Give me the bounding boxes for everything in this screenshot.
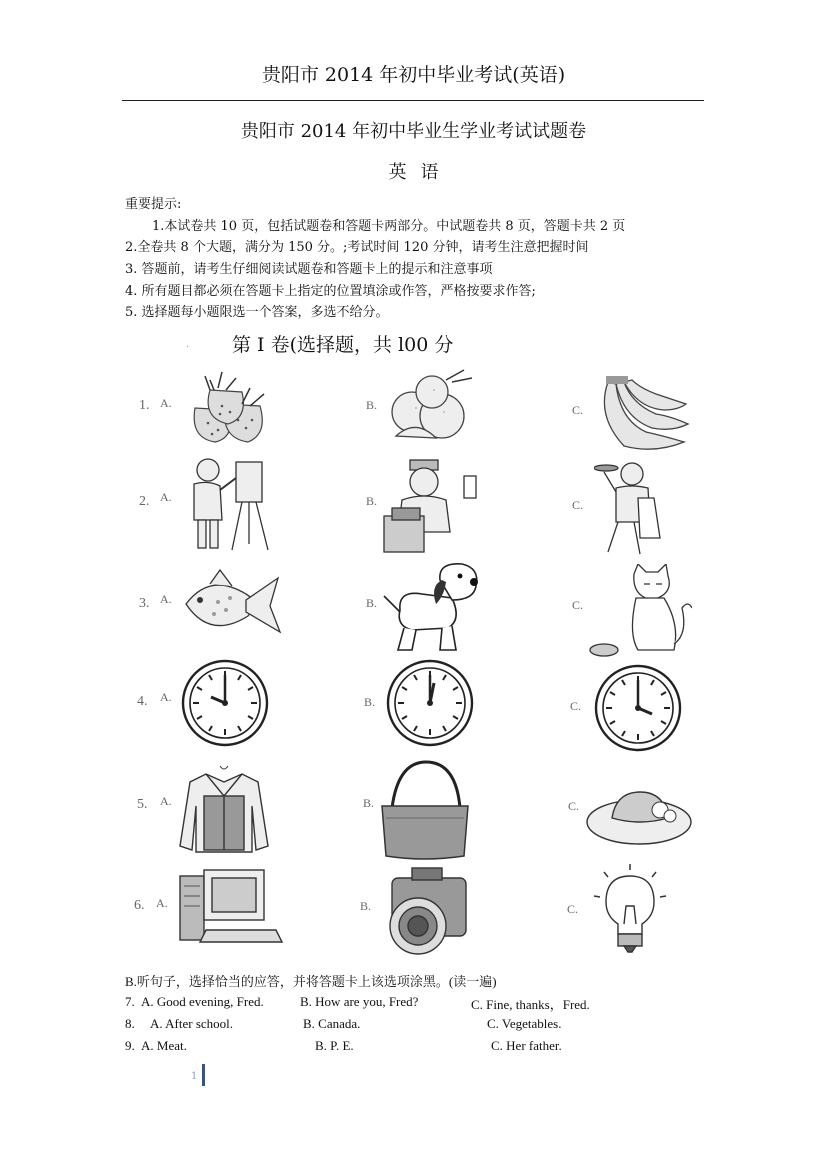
option-label: B. — [366, 398, 378, 412]
answer-option-a: A. After school. — [150, 1016, 234, 1031]
light-bulb-icon — [590, 862, 670, 954]
clock-icon — [386, 659, 474, 747]
painter-icon — [186, 454, 278, 554]
clock-icon — [181, 659, 269, 747]
hat-icon — [584, 782, 694, 848]
option-label: C. — [567, 902, 579, 916]
option-label: C. — [572, 498, 584, 512]
jacket-icon — [176, 766, 272, 856]
option-label: C. — [572, 403, 584, 417]
notice-item: 5. 选择题每小题限选一个答案，多选不给分。 — [125, 305, 389, 320]
document-title: 贵阳市 2014 年初中毕业生学业考试试题卷 — [240, 121, 587, 142]
answer-option-b: B. How are you, Fred? — [300, 994, 419, 1009]
notice-item: 3. 答题前，请考生仔细阅读试题卷和答题卡上的提示和注意事项 — [125, 262, 493, 277]
header-divider — [122, 100, 704, 101]
option-label: A. — [156, 896, 168, 910]
option-label: A. — [160, 794, 172, 808]
option-label: B. — [360, 899, 372, 913]
decorative-dot: . — [186, 339, 190, 350]
waiter-icon — [594, 458, 670, 558]
answer-option-a: A. Good evening, Fred. — [141, 994, 264, 1009]
option-label: A. — [160, 592, 172, 606]
cashier-icon — [380, 456, 482, 556]
option-label: C. — [570, 699, 582, 713]
question-number: 2. — [139, 494, 150, 509]
option-label: B. — [364, 695, 376, 709]
question-number: 4. — [137, 694, 148, 709]
handbag-icon — [378, 758, 472, 862]
strawberries-icon — [180, 368, 280, 446]
answer-option-c: C. Fine, thanks，Fred. — [471, 997, 590, 1012]
question-number: 8. — [125, 1016, 135, 1031]
part-b-instruction: B.听句子，选择恰当的应答，并将答题卡上该选项涂黑。(读一遍) — [125, 974, 497, 989]
bananas-icon — [594, 376, 692, 454]
notice-heading: 重要提示: — [125, 197, 182, 212]
question-number: 5. — [137, 797, 148, 812]
computer-icon — [176, 866, 284, 948]
option-label: A. — [160, 396, 172, 410]
answer-option-c: C. Vegetables. — [487, 1016, 562, 1031]
option-label: C. — [568, 799, 580, 813]
clock-icon — [594, 664, 682, 752]
answer-option-a: A. Meat. — [141, 1038, 187, 1053]
fish-icon — [180, 566, 284, 640]
notice-item: 4. 所有题目都必须在答题卡上指定的位置填涂或作答，严格按要求作答; — [125, 284, 536, 299]
section-title: 第 I 卷(选择题，共 l00 分 — [232, 334, 454, 356]
option-label: B. — [366, 494, 378, 508]
subject-title: 英语 — [388, 162, 453, 183]
option-label: B. — [363, 796, 375, 810]
answer-option-b: B. Canada. — [303, 1016, 361, 1031]
question-number: 9. — [125, 1038, 135, 1053]
question-number: 6. — [134, 898, 145, 913]
oranges-icon — [386, 368, 478, 442]
answer-option-c: C. Her father. — [491, 1038, 562, 1053]
question-number: 7. — [125, 994, 135, 1009]
footer-bar — [202, 1064, 205, 1086]
notice-item: 2.全卷共 8 个大题，满分为 150 分。;考试时间 120 分钟，请考生注意把握时间 — [125, 240, 589, 255]
option-label: A. — [160, 490, 172, 504]
answer-option-b: B. P. E. — [315, 1038, 354, 1053]
page-number: 1 — [191, 1071, 198, 1082]
option-label: A. — [160, 690, 172, 704]
camera-icon — [378, 864, 470, 958]
page-header-title: 贵阳市 2014 年初中毕业考试(英语) — [261, 64, 566, 86]
question-number: 1. — [139, 398, 150, 413]
cat-icon — [588, 564, 692, 660]
dog-icon — [382, 560, 482, 656]
notice-item: 1.本试卷共 10 页，包括试题卷和答题卡两部分。中试题卷共 8 页，答题卡共 2 页 — [152, 219, 626, 234]
option-label: C. — [572, 598, 584, 612]
question-number: 3. — [139, 596, 150, 611]
option-label: B. — [366, 596, 378, 610]
